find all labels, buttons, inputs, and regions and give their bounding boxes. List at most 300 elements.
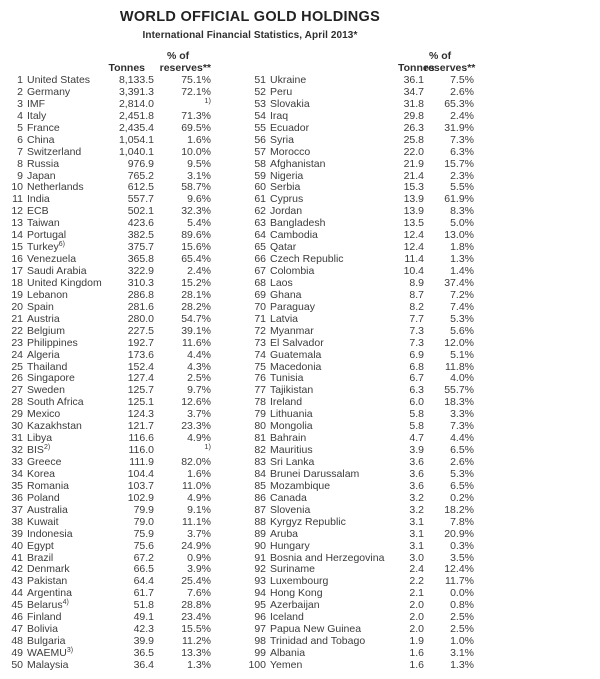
pct-reserves-value: 72.1%: [181, 85, 211, 98]
country-name: Netherlands: [27, 181, 84, 194]
tonnes-value: 7.3: [409, 324, 424, 337]
tonnes-value: 8.9: [409, 276, 424, 289]
table-row: [8, 157, 211, 171]
row-rank: 34: [11, 467, 23, 480]
country-name: Russia: [27, 157, 60, 170]
country-name: Czech Republic: [270, 253, 344, 266]
row-rank: 58: [254, 157, 266, 170]
pct-reserves-value: 0.2%: [450, 491, 474, 504]
country-name: Syria: [270, 133, 294, 146]
table-row: [248, 350, 474, 362]
tonnes-value: 121.7: [127, 420, 154, 433]
pct-reserves-value: 65.3%: [444, 97, 474, 110]
pct-reserves-value: 7.8%: [450, 515, 474, 528]
table-row: [8, 300, 211, 314]
tonnes-value: 192.7: [127, 336, 154, 349]
row-rank: 24: [11, 348, 23, 361]
country-name: Ghana: [270, 288, 302, 301]
pct-reserves-value: 7.5%: [450, 74, 474, 86]
table-row: [8, 312, 211, 326]
table-row: [248, 529, 474, 541]
tonnes-value: 3.2: [409, 503, 424, 516]
tonnes-value: 10.4: [403, 265, 424, 277]
pct-reserves-value: 31.9%: [444, 121, 474, 134]
row-rank: 90: [254, 539, 266, 552]
table-row: [248, 111, 474, 123]
tonnes-value: 66.5: [133, 563, 154, 576]
tonnes-value: 2.2: [409, 575, 424, 588]
tonnes-value: 75.6: [133, 539, 154, 552]
country-name: Ecuador: [270, 121, 310, 134]
tonnes-value: 2,814.0: [118, 97, 154, 110]
pct-reserves-value: 15.2%: [181, 276, 211, 289]
tonnes-value: 6.0: [409, 396, 424, 409]
tonnes-value: 2,435.4: [118, 121, 154, 134]
tonnes-value: 104.4: [127, 467, 154, 480]
pct-reserves-value: 0.9%: [187, 551, 211, 564]
tonnes-value: 1.6: [409, 658, 424, 671]
country-name: Thailand: [27, 360, 68, 373]
header-line-1: [248, 50, 474, 62]
pct-reserves-value: 13.0%: [444, 229, 474, 242]
country-name: WAEMU$^{3)}$: [27, 647, 74, 659]
header-line-2: [8, 62, 211, 74]
tonnes-value: 12.4: [403, 229, 424, 242]
pct-reserves-value: 1.3%: [187, 658, 211, 671]
table-row: [248, 660, 474, 672]
row-rank: 19: [11, 288, 23, 301]
country-name: Suriname: [270, 563, 315, 576]
country-name: Kyrgyz Republic: [270, 515, 346, 528]
country-name: Iraq: [270, 109, 289, 122]
country-name: Bulgaria: [27, 635, 66, 648]
country-name: Tunisia: [270, 372, 304, 385]
country-name: Latvia: [270, 312, 299, 325]
table-row: [8, 121, 211, 135]
row-rank: 66: [254, 253, 266, 266]
table-row: [248, 338, 474, 350]
tonnes-value: 11.4: [404, 253, 424, 266]
rows-left: [8, 74, 211, 672]
country-footnote-marker: 2): [43, 444, 51, 452]
pct-reserves-value: 18.2%: [444, 503, 474, 516]
tonnes-header: Tonnes: [398, 62, 435, 74]
country-name: Indonesia: [27, 527, 73, 540]
row-rank: 28: [11, 396, 23, 409]
row-rank: 40: [11, 539, 23, 552]
row-rank: 50: [11, 658, 23, 671]
row-rank: 55: [254, 121, 266, 134]
country-name: Papua New Guinea: [270, 623, 362, 636]
pct-of-header: % of: [167, 50, 190, 62]
country-name: Cambodia: [270, 229, 318, 242]
country-name: Ireland: [270, 396, 303, 409]
tonnes-value: 6.8: [409, 360, 424, 373]
row-rank: 83: [254, 456, 266, 468]
row-rank: 80: [254, 420, 266, 433]
row-rank: 10: [11, 181, 23, 194]
row-rank: 63: [254, 217, 266, 230]
pct-reserves-value: 6.3%: [450, 145, 474, 158]
row-rank: 32: [11, 444, 23, 457]
table-row: [8, 145, 211, 159]
table-left-half: [8, 50, 211, 672]
tonnes-value: 79.9: [133, 503, 154, 516]
pct-reserves-value: 2.4%: [450, 109, 474, 122]
pct-reserves-value: 1.6%: [187, 467, 211, 480]
pct-reserves-value: 55.7%: [444, 384, 474, 397]
tonnes-value: 7.7: [409, 312, 424, 325]
pct-reserves-value: 7.3%: [450, 420, 474, 433]
country-name: Bangladesh: [270, 217, 326, 230]
row-rank: 16: [11, 253, 23, 266]
pct-reserves-value: 61.9%: [444, 193, 474, 206]
pct-reserves-value: 15.6%: [181, 241, 211, 254]
pct-reserves-value: 5.1%: [450, 348, 474, 361]
tonnes-value: 3,391.3: [118, 85, 154, 98]
pct-reserves-value: 0.3%: [450, 539, 474, 552]
country-name: France: [27, 121, 60, 134]
row-rank: 76: [254, 372, 266, 385]
tonnes-value: 3.1: [409, 515, 424, 528]
tonnes-value: 1,040.1: [118, 145, 154, 158]
country-name: Mauritius: [270, 444, 313, 457]
tonnes-value: 280.0: [127, 312, 154, 325]
tonnes-value: 2.0: [409, 623, 424, 636]
pct-reserves-value: 4.4%: [450, 432, 474, 445]
pct-reserves-value: 2.4%: [187, 265, 211, 277]
row-rank: 89: [254, 527, 266, 540]
pct-reserves-value: 9.6%: [187, 193, 211, 206]
tonnes-value: 3.1: [409, 527, 424, 540]
tonnes-value: 6.9: [409, 348, 424, 361]
row-rank: 37: [11, 503, 23, 516]
pct-reserves-value: 4.9%: [187, 432, 211, 445]
pct-reserves-value: 0.8%: [450, 599, 474, 612]
country-name: Kuwait: [27, 515, 59, 528]
country-name: Azerbaijan: [270, 599, 320, 612]
pct-reserves-value: 3.1%: [450, 647, 474, 659]
tonnes-value: 375.7: [127, 241, 154, 254]
country-footnote-marker: 6): [58, 241, 65, 249]
country-name: Trinidad and Tobago: [270, 635, 366, 648]
tonnes-value: 36.5: [133, 647, 154, 659]
country-name: Denmark: [27, 563, 70, 576]
pct-reserves-value: 23.4%: [181, 611, 211, 624]
table-row: [8, 539, 211, 553]
pct-reserves-value: 39.1%: [181, 324, 211, 337]
country-name: Peru: [270, 85, 293, 98]
pct-reserves-value: 2.5%: [450, 623, 474, 636]
row-rank: 23: [11, 336, 23, 349]
row-rank: 98: [254, 635, 266, 648]
country-name: India: [27, 193, 50, 206]
pct-reserves-value: 9.1%: [187, 503, 211, 516]
pct-reserves-value: 10.0%: [181, 145, 211, 158]
pct-reserves-value: 18.3%: [444, 396, 474, 409]
pct-reserves-value: 4.3%: [187, 360, 211, 373]
country-name: Paraguay: [270, 300, 315, 313]
tonnes-value: 25.8: [403, 133, 424, 146]
country-name: Romania: [27, 479, 70, 492]
row-rank: 35: [11, 479, 23, 492]
table-row: [8, 491, 211, 505]
page-header: [0, 9, 500, 41]
row-rank: 78: [254, 396, 266, 409]
pct-reserves-value: 11.0%: [182, 479, 211, 492]
tonnes-value: 12.4: [403, 241, 424, 254]
row-rank: 49: [11, 647, 23, 659]
row-rank: 87: [254, 503, 266, 516]
country-name: Qatar: [270, 241, 297, 254]
row-rank: 95: [254, 599, 266, 612]
country-name: Lebanon: [27, 288, 68, 301]
country-name: Aruba: [270, 527, 299, 540]
country-name: El Salvador: [270, 336, 324, 349]
tonnes-value: 3.1: [409, 539, 424, 552]
table-row: [8, 133, 211, 147]
tonnes-value: 36.1: [403, 74, 424, 86]
tonnes-value: 13.9: [403, 205, 424, 218]
row-rank: 31: [11, 432, 23, 445]
row-rank: 68: [254, 276, 266, 289]
pct-reserves-value: 23.3%: [181, 420, 211, 433]
country-name: Albania: [270, 647, 306, 659]
country-name: Iceland: [270, 611, 304, 624]
row-rank: 2: [17, 85, 23, 98]
pct-reserves-value: 32.3%: [181, 205, 211, 218]
pct-reserves-value: 2.5%: [187, 372, 211, 385]
tonnes-value: 765.2: [127, 169, 154, 182]
country-name: Bolivia: [27, 623, 58, 636]
pct-reserves-value: 1.4%: [450, 265, 474, 277]
tonnes-value: 5.8: [409, 420, 424, 433]
country-name: China: [27, 133, 55, 146]
country-name: Greece: [27, 456, 62, 468]
tonnes-value: 13.9: [403, 193, 424, 206]
pct-reserves-value: 3.9%: [187, 563, 211, 576]
tonnes-value: 2.0: [409, 611, 424, 624]
header-line-1: [8, 50, 208, 62]
pct-reserves-value: 1.3%: [450, 253, 474, 266]
tonnes-value: 34.7: [403, 85, 424, 98]
row-rank: 9: [17, 169, 23, 182]
country-name: Canada: [270, 491, 307, 504]
table-row: [8, 324, 211, 338]
row-rank: 8: [17, 157, 23, 170]
row-rank: 74: [254, 348, 266, 361]
row-rank: 11: [12, 193, 23, 206]
tonnes-value: 61.7: [133, 587, 154, 600]
row-rank: 60: [254, 181, 266, 194]
country-name: Saudi Arabia: [27, 265, 87, 277]
row-rank: 72: [254, 324, 266, 337]
tonnes-value: 5.8: [409, 408, 424, 421]
tonnes-value: 103.7: [127, 479, 154, 492]
tonnes-value: 7.3: [409, 336, 424, 349]
row-rank: 56: [254, 133, 266, 146]
tonnes-value: 15.3: [403, 181, 424, 194]
country-name: Colombia: [270, 265, 315, 277]
pct-reserves-value: 11.6%: [182, 336, 211, 349]
pct-reserves-value: 11.2%: [182, 635, 211, 648]
table-row: [8, 515, 211, 529]
pct-reserves-value: 11.7%: [445, 575, 474, 588]
row-rank: 12: [11, 205, 23, 218]
reserves-header: reserves**: [159, 62, 211, 74]
row-rank: 53: [254, 97, 266, 110]
pct-reserves-value: 11.1%: [182, 515, 211, 528]
pct-reserves-value: 24.9%: [181, 539, 211, 552]
tonnes-value: 8.2: [409, 300, 424, 313]
country-name: IMF: [27, 97, 46, 110]
pct-reserves-value: 7.4%: [450, 300, 474, 313]
country-name: Serbia: [270, 181, 301, 194]
reserves-header: reserves**: [424, 62, 476, 74]
row-rank: 92: [254, 563, 266, 576]
row-rank: 81: [254, 432, 266, 445]
tonnes-value: 173.6: [127, 348, 154, 361]
country-name: Bosnia and Herzegovina: [270, 551, 385, 564]
country-name: Brunei Darussalam: [270, 467, 360, 480]
country-name: Slovenia: [270, 503, 311, 516]
pct-reserves-value: 4.0%: [450, 372, 474, 385]
pct-reserves-value: 1.8%: [450, 241, 474, 254]
country-name: Jordan: [270, 205, 303, 218]
pct-reserves-value: 5.0%: [450, 217, 474, 230]
pct-reserves-value: 5.5%: [450, 181, 474, 194]
row-rank: 15: [11, 241, 23, 254]
pct-reserves-value: 5.6%: [450, 324, 474, 337]
tonnes-value: 79.0: [133, 515, 154, 528]
tonnes-value: 8,133.5: [118, 74, 154, 86]
row-rank: 96: [254, 611, 266, 624]
tonnes-value: 75.9: [133, 527, 154, 540]
row-rank: 84: [254, 467, 266, 480]
pct-reserves-value: 28.8%: [181, 599, 211, 612]
pct-reserves-value: 69.5%: [181, 121, 211, 134]
pct-reserves-value: 2.5%: [450, 611, 474, 624]
tonnes-value: 976.9: [127, 157, 154, 170]
row-rank: 73: [254, 336, 266, 349]
pct-reserves-value: 2.6%: [450, 85, 474, 98]
row-rank: 29: [11, 408, 23, 421]
row-rank: 18: [11, 276, 23, 289]
tonnes-value: 2.4: [409, 563, 424, 576]
country-name: Brazil: [27, 551, 54, 564]
country-name: Sweden: [27, 384, 65, 397]
row-rank: 27: [11, 384, 23, 397]
pct-footnote-marker: 1): [204, 95, 211, 105]
row-rank: 67: [254, 265, 266, 277]
pct-reserves-value: 6.5%: [450, 479, 474, 492]
pct-reserves-value: 1.6%: [187, 133, 211, 146]
row-rank: 69: [254, 288, 266, 301]
tonnes-value: 227.5: [127, 324, 154, 337]
country-name: Malaysia: [27, 658, 69, 671]
row-rank: 41: [11, 551, 23, 564]
country-name: Philippines: [27, 336, 78, 349]
country-name: BIS$^{2)}$: [27, 444, 51, 457]
row-rank: 4: [17, 109, 23, 122]
country-name: Luxembourg: [270, 575, 329, 588]
country-name: Kazakhstan: [27, 420, 82, 433]
pct-reserves-value: 6.5%: [450, 444, 474, 457]
country-name: Turkey$^{6)}$: [27, 241, 65, 254]
row-rank: 85: [254, 479, 266, 492]
country-name: Slovakia: [270, 97, 310, 110]
row-rank: 88: [254, 515, 266, 528]
table-right-half: [248, 50, 474, 672]
row-rank: 46: [11, 611, 23, 624]
tonnes-value: 423.6: [127, 217, 154, 230]
country-name: Japan: [27, 169, 56, 182]
row-rank: 25: [11, 360, 23, 373]
country-name: Egypt: [27, 539, 54, 552]
country-name: Belgium: [27, 324, 65, 337]
row-rank: 30: [11, 420, 23, 433]
table-row: [248, 123, 474, 135]
pct-reserves-value: 5.4%: [187, 217, 211, 230]
country-name: Korea: [27, 467, 56, 480]
tonnes-value: 4.7: [409, 432, 424, 445]
row-rank: 13: [11, 217, 23, 230]
pct-reserves-value: 3.1%: [187, 169, 211, 182]
row-rank: 3: [17, 97, 23, 110]
row-rank: 47: [11, 623, 23, 636]
row-rank: 86: [254, 491, 266, 504]
tonnes-value: 3.2: [409, 491, 424, 504]
row-rank: 97: [254, 623, 266, 636]
table-row: [248, 302, 474, 314]
pct-reserves-value: 25.4%: [181, 575, 211, 588]
row-rank: 79: [254, 408, 266, 421]
row-rank: 54: [254, 109, 266, 122]
country-name: Mozambique: [270, 479, 331, 492]
row-rank: 33: [11, 456, 23, 468]
pct-reserves-value: 65.4%: [181, 253, 211, 266]
row-rank: 45: [11, 599, 23, 612]
country-name: ECB: [27, 205, 49, 218]
pct-reserves-value: 3.7%: [187, 527, 211, 540]
row-rank: 62: [254, 205, 266, 218]
row-rank: 93: [254, 575, 266, 588]
pct-reserves-value: 12.4%: [444, 563, 474, 576]
country-name: Tajikistan: [270, 384, 314, 397]
row-rank: 48: [11, 635, 23, 648]
row-rank: 65: [254, 241, 266, 254]
table-row: [8, 336, 211, 350]
country-name: Sri Lanka: [270, 456, 315, 468]
tonnes-value: 29.8: [403, 109, 424, 122]
tonnes-value: 6.7: [409, 372, 424, 385]
pct-reserves-value: 12.6%: [181, 396, 211, 409]
country-footnote-marker: 4): [62, 599, 69, 607]
tonnes-value: 8.7: [409, 288, 424, 301]
tonnes-value: 102.9: [127, 491, 154, 504]
tonnes-value: 286.8: [127, 288, 154, 301]
pct-reserves-value: 3.5%: [450, 551, 474, 564]
pct-reserves-value: 2.6%: [450, 456, 474, 468]
tonnes-value: 124.3: [127, 408, 154, 421]
row-rank: 70: [254, 300, 266, 313]
country-name: Cyprus: [270, 193, 304, 206]
table-row: [248, 517, 474, 529]
country-name: Macedonia: [270, 360, 322, 373]
row-rank: 36: [11, 491, 23, 504]
tonnes-value: 3.9: [409, 444, 424, 457]
pct-reserves-value: 75.1%: [181, 74, 211, 86]
